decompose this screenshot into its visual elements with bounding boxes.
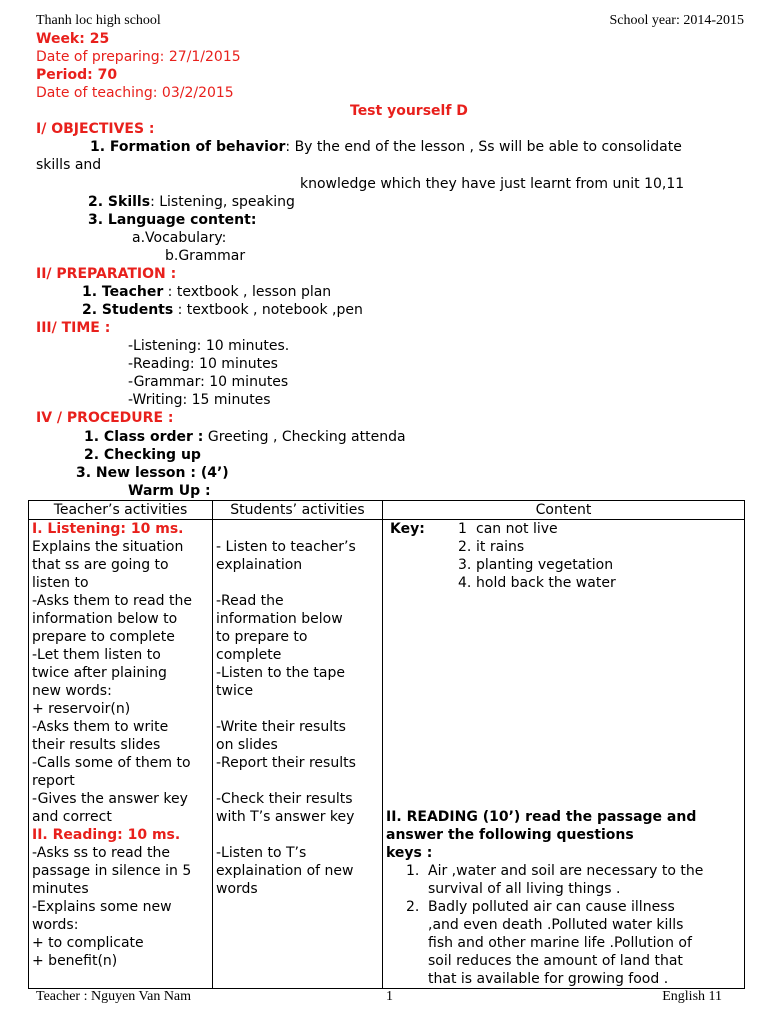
vocabulary-label: a.Vocabulary: bbox=[132, 230, 227, 246]
language-content-label: 3. Language content: bbox=[88, 212, 257, 228]
warm-up-label: Warm Up : bbox=[128, 483, 211, 499]
key-text: ,and even death .Polluted water kills bbox=[428, 917, 684, 933]
formation-line bbox=[90, 138, 682, 156]
student-line: -Listen to the tape bbox=[216, 665, 345, 681]
skills-label: 2. Skills bbox=[88, 194, 151, 210]
teacher-line: -Asks them to read the bbox=[32, 593, 192, 609]
activities-table bbox=[28, 500, 745, 989]
page-title: Test yourself D bbox=[350, 103, 468, 119]
reading-key-item bbox=[386, 898, 741, 988]
student-line: with T’s answer key bbox=[216, 809, 355, 825]
time-item: -Writing: 15 minutes bbox=[128, 392, 271, 408]
student-line: explaination bbox=[216, 557, 303, 573]
key-number: 1 bbox=[458, 521, 467, 537]
teacher-prep-text: : textbook , lesson plan bbox=[163, 284, 332, 300]
listening-key-item bbox=[458, 574, 616, 592]
date-preparing: Date of preparing: 27/1/2015 bbox=[36, 49, 241, 65]
teacher-line: and correct bbox=[32, 809, 112, 825]
teacher-line: -Explains some new bbox=[32, 899, 172, 915]
student-line: information below bbox=[216, 611, 343, 627]
teacher-line: information below to bbox=[32, 611, 178, 627]
teacher-listening-heading: I. Listening: 10 ms. bbox=[32, 521, 184, 537]
listening-key-block bbox=[386, 520, 741, 592]
key-text: Air ,water and soil are necessary to the bbox=[428, 863, 704, 879]
table-row bbox=[29, 520, 745, 989]
key-text: can not live bbox=[476, 521, 558, 537]
column-header-students: Students’ activities bbox=[213, 501, 383, 520]
student-line: -Listen to T’s bbox=[216, 845, 307, 861]
listening-keys bbox=[458, 520, 616, 592]
students-prep-line bbox=[82, 301, 363, 319]
teacher-line: new words: bbox=[32, 683, 112, 699]
teacher-line: twice after plaining bbox=[32, 665, 167, 681]
teacher-line: minutes bbox=[32, 881, 89, 897]
student-line bbox=[216, 826, 379, 844]
teacher-line: + to complicate bbox=[32, 935, 144, 951]
school-name: Thanh loc high school bbox=[36, 13, 161, 28]
formation-label: 1. Formation of behavior bbox=[90, 139, 286, 155]
listening-key-item bbox=[458, 538, 616, 556]
key-text: hold back the water bbox=[476, 575, 616, 591]
reading-heading: II. READING (10’) read the passage and bbox=[386, 809, 697, 825]
key-text: survival of all living things . bbox=[428, 881, 621, 897]
teacher-prep-label: 1. Teacher bbox=[82, 284, 164, 300]
reading-keys-list bbox=[386, 862, 741, 988]
key-text: soil reduces the amount of land that bbox=[428, 953, 683, 969]
time-item: -Grammar: 10 minutes bbox=[128, 374, 289, 390]
teacher-line: prepare to complete bbox=[32, 629, 175, 645]
class-order-label: 1. Class order : bbox=[84, 429, 204, 445]
teacher-line: that ss are going to bbox=[32, 557, 169, 573]
spacer bbox=[386, 592, 741, 808]
teacher-line: + benefit(n) bbox=[32, 953, 118, 969]
formation-cont-2: knowledge which they have just learnt from unit 10,11 bbox=[300, 176, 685, 192]
week-label: Week: 25 bbox=[36, 31, 110, 47]
content-cell bbox=[383, 520, 745, 989]
key-number: 2. bbox=[406, 899, 420, 915]
teacher-line: words: bbox=[32, 917, 79, 933]
key-text: it rains bbox=[476, 539, 525, 555]
student-line: -Report their results bbox=[216, 755, 356, 771]
key-number: 2. bbox=[458, 539, 472, 555]
key-number: 1. bbox=[406, 863, 420, 879]
student-line: - Listen to teacher’s bbox=[216, 539, 356, 555]
teacher-line: listen to bbox=[32, 575, 89, 591]
time-item: -Listening: 10 minutes. bbox=[128, 338, 290, 354]
student-line: words bbox=[216, 881, 258, 897]
formation-cont-1: skills and bbox=[36, 157, 102, 173]
column-header-teacher: Teacher’s activities bbox=[29, 501, 213, 520]
reading-keys-label: keys : bbox=[386, 845, 433, 861]
students-prep-text: : textbook , notebook ,pen bbox=[173, 302, 363, 318]
footer-teacher: Teacher : Nguyen Van Nam bbox=[36, 989, 192, 1004]
grammar-label: b.Grammar bbox=[165, 248, 246, 264]
listening-key-item bbox=[458, 520, 616, 538]
class-order-text: Greeting , Checking attenda bbox=[203, 429, 406, 445]
student-line bbox=[216, 772, 379, 790]
student-line bbox=[216, 700, 379, 718]
teacher-line: -Gives the answer key bbox=[32, 791, 188, 807]
student-line: on slides bbox=[216, 737, 278, 753]
student-line: complete bbox=[216, 647, 282, 663]
class-order-line bbox=[84, 428, 406, 446]
table-header-row bbox=[29, 501, 745, 520]
teacher-prep-line bbox=[82, 283, 331, 301]
teacher-line: passage in silence in 5 bbox=[32, 863, 192, 879]
date-teaching: Date of teaching: 03/2/2015 bbox=[36, 85, 234, 101]
teacher-line: Explains the situation bbox=[32, 539, 184, 555]
teacher-line: -Let them listen to bbox=[32, 647, 161, 663]
school-year: School year: 2014-2015 bbox=[609, 13, 744, 28]
key-number: 4. bbox=[458, 575, 472, 591]
listening-key-item bbox=[458, 556, 616, 574]
reading-key-item bbox=[386, 862, 741, 898]
student-line: -Write their results bbox=[216, 719, 346, 735]
student-line bbox=[216, 520, 379, 538]
key-label: Key: bbox=[390, 521, 425, 537]
student-line: explaination of new bbox=[216, 863, 354, 879]
teacher-line: -Asks them to write bbox=[32, 719, 169, 735]
teacher-line: their results slides bbox=[32, 737, 161, 753]
time-item: -Reading: 10 minutes bbox=[128, 356, 278, 372]
skills-line bbox=[88, 193, 295, 211]
key-text: Badly polluted air can cause illness bbox=[428, 899, 675, 915]
new-lesson-label: 3. New lesson : (4’) bbox=[76, 465, 229, 481]
skills-text: : Listening, speaking bbox=[150, 194, 295, 210]
period-label: Period: 70 bbox=[36, 67, 118, 83]
teacher-line: report bbox=[32, 773, 75, 789]
key-text: planting vegetation bbox=[476, 557, 614, 573]
column-header-content: Content bbox=[383, 501, 745, 520]
objectives-heading: I/ OBJECTIVES : bbox=[36, 121, 155, 137]
student-line bbox=[216, 574, 379, 592]
students-prep-label: 2. Students bbox=[82, 302, 174, 318]
student-line: twice bbox=[216, 683, 254, 699]
preparation-heading: II/ PREPARATION : bbox=[36, 266, 177, 282]
time-heading: III/ TIME : bbox=[36, 320, 111, 336]
procedure-heading: IV / PROCEDURE : bbox=[36, 410, 174, 426]
page-number: 1 bbox=[386, 989, 393, 1004]
key-number: 3. bbox=[458, 557, 472, 573]
teacher-activities-cell bbox=[29, 520, 213, 989]
student-line: to prepare to bbox=[216, 629, 308, 645]
students-activities-cell bbox=[213, 520, 383, 989]
student-line: -Read the bbox=[216, 593, 284, 609]
key-text: that is available for growing food . bbox=[428, 971, 669, 987]
key-text: fish and other marine life .Pollution of bbox=[428, 935, 692, 951]
footer-subject: English 11 bbox=[662, 989, 722, 1004]
teacher-line: + reservoir(n) bbox=[32, 701, 131, 717]
reading-heading-cont: answer the following questions bbox=[386, 827, 634, 843]
checking-up-label: 2. Checking up bbox=[84, 447, 201, 463]
formation-text: : By the end of the lesson , Ss will be able to consolidate bbox=[285, 139, 682, 155]
teacher-line: -Calls some of them to bbox=[32, 755, 191, 771]
student-line: -Check their results bbox=[216, 791, 353, 807]
teacher-reading-heading: II. Reading: 10 ms. bbox=[32, 827, 181, 843]
teacher-line: -Asks ss to read the bbox=[32, 845, 170, 861]
